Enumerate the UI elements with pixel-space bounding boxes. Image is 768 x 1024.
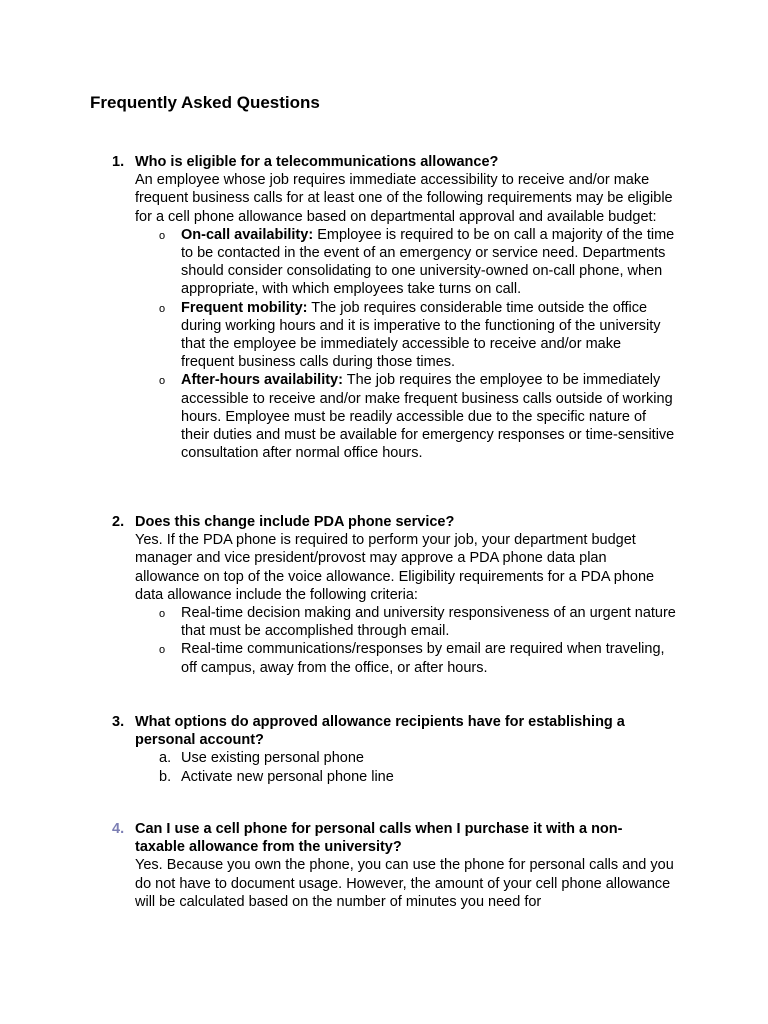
faq-item-4 (0, 820, 768, 911)
question-text: What options do approved allowance recipients have for establishing a personal account? (135, 714, 625, 749)
question-number: 1. (112, 154, 125, 170)
criteria-description: The job requires considerable time outside the office during working hours and it is imperative to the functioning of the university that the employee be immediately accessible to receive and/or make frequent business calls during those times. (181, 299, 661, 371)
criteria-description: Real-time communications/responses by email are required when traveling, off campus, away from the office, or after hours. (181, 641, 665, 676)
option-text: Activate new personal phone line (181, 768, 394, 785)
list-item (159, 768, 768, 786)
options-list (0, 749, 768, 785)
criteria-term: Frequent mobility: (181, 299, 308, 316)
answer-text: Yes. Because you own the phone, you can use the phone for personal calls and you do not have to document usage. However, the amount of your cell phone allowance will be calculated based on the number of minutes you need for (135, 857, 674, 910)
bullet-marker: o (159, 644, 166, 657)
criteria-term: After-hours availability: (181, 372, 343, 389)
faq-item-2 (0, 513, 768, 677)
bullet-marker: o (159, 608, 166, 621)
answer-text: Yes. If the PDA phone is required to perform your job, your department budget manager and vice president/provost may approve a PDA phone data plan allowance on top of the voice allowance. Eligibility requirements for a PDA phone data allowance include the following criteria: (135, 532, 655, 603)
answer-text: An employee whose job requires immediate accessibility to receive and/or make frequent business calls for at least one of the following requirements may be eligible for a cell phone allowance based on departmental approval and available budget: (135, 172, 673, 225)
list-item (159, 640, 676, 676)
question-number: 3. (112, 714, 125, 730)
criteria-description: The job requires the employee to be immediately accessible to receive and/or make frequent business calls outside of working hours. Employee must be readily accessible due to the specific nature of their duties and must be available for emergency responses or time-sensitive consultation after normal office hours. (181, 372, 675, 462)
option-text: Use existing personal phone (181, 750, 364, 767)
list-item (159, 749, 768, 767)
question-number: 2. (112, 514, 125, 530)
question-text: Who is eligible for a telecommunications allowance? (135, 154, 499, 170)
list-item (159, 371, 676, 462)
faq-item-1 (0, 153, 768, 462)
list-item (159, 299, 676, 372)
question-text: Can I use a cell phone for personal calls when I purchase it with a non-taxable allowance from the university? (135, 821, 623, 856)
question-text: Does this change include PDA phone service? (135, 514, 455, 530)
list-item (159, 604, 676, 640)
criteria-list (0, 226, 768, 463)
criteria-description: Employee is required to be on call a majority of the time to be contacted in the event of an emergency or service need. Departments should consider consolidating to one university-owned on-call phone, when appropriate, with which employees take turns on call. (181, 226, 675, 298)
alpha-marker: a. (159, 750, 172, 767)
bullet-marker: o (159, 375, 166, 388)
list-item (159, 226, 676, 299)
bullet-marker: o (159, 229, 166, 242)
question-number: 4. (112, 821, 125, 837)
criteria-description: Real-time decision making and university responsiveness of an urgent nature that must be accomplished through email. (181, 605, 676, 640)
criteria-term: On-call availability: (181, 226, 314, 243)
criteria-list (0, 604, 768, 677)
bullet-marker: o (159, 302, 166, 315)
faq-item-3 (0, 713, 768, 786)
document-title: Frequently Asked Questions (90, 93, 320, 112)
alpha-marker: b. (159, 768, 172, 785)
